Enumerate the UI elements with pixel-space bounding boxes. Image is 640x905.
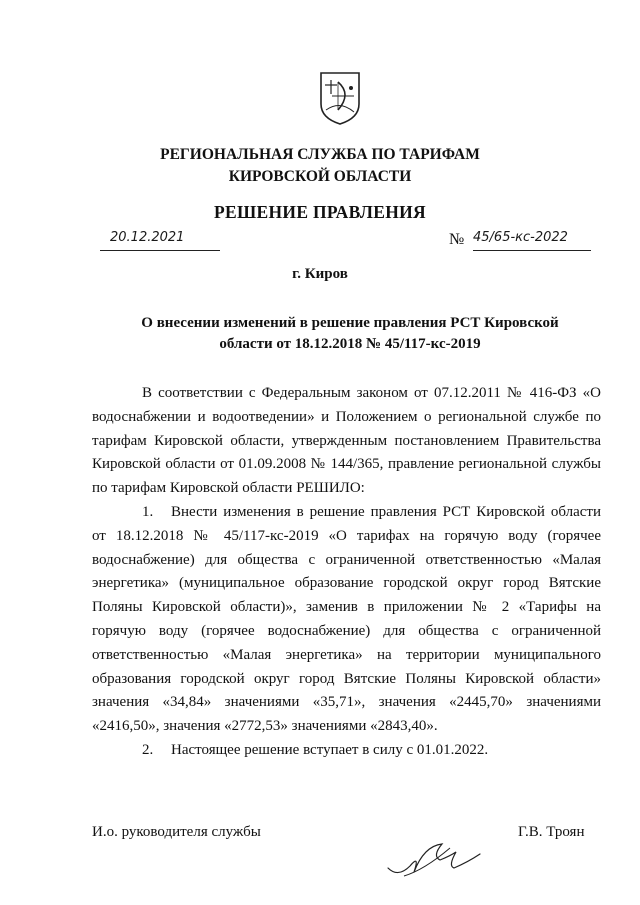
decision-item xyxy=(92,501,601,739)
subject-line1: О внесении изменений в решение правления РСТ Кировской xyxy=(141,315,559,331)
handwritten-signature xyxy=(384,826,484,886)
document-date: 20.12.2021 xyxy=(100,230,220,251)
org-title-line1: РЕГИОНАЛЬНАЯ СЛУЖБА ПО ТАРИФАМ xyxy=(160,146,480,163)
document-number: 45/65-кс-2022 xyxy=(473,230,591,251)
decision-item xyxy=(92,739,601,763)
org-title-line2: КИРОВСКОЙ ОБЛАСТИ xyxy=(228,168,412,185)
signatory-role: И.о. руководителя службы xyxy=(92,824,261,840)
decision-body xyxy=(92,382,601,763)
item-number: 1. xyxy=(142,503,154,520)
document-number-label: № xyxy=(449,231,465,248)
signatory-name: Г.В. Троян xyxy=(518,824,585,840)
decision-title: РЕШЕНИЕ ПРАВЛЕНИЯ xyxy=(214,202,426,222)
organization-title xyxy=(0,144,640,188)
item-text: Настоящее решение вступает в силу с 01.01.2022. xyxy=(171,741,489,758)
decision-subject xyxy=(100,313,600,355)
city: г. Киров xyxy=(292,266,348,282)
preamble-paragraph: В соответствии с Федеральным законом от 07.12.2011 № 416-ФЗ «О водоснабжении и водоотведении» и Положением о региональной службе по тарифам Кировской области, утвержденным постановлением Правительства Кировской области от 01.09.2008 № 144/365, правление региональной службы по тарифам Кировской области РЕШИЛО: xyxy=(92,385,601,497)
item-text: Внести изменения в решение правления РСТ Кировской области от 18.12.2018 № 45/117-кс-2019 «О тарифах на горячую воду (горячее водоснабжение) для общества с ограниченной ответственностью «Малая энергетика» (муниципальное образование городской округ город Вятские Поляны Кировской области)», заменив в приложении № 2 «Тарифы на горячую воду (горячее водоснабжение) для общества с ограниченной ответственностью «Малая энергетика» на территории муниципального образования городской округ город Вятские Поляны Кировской области» значения «34,84» значениями «35,71», значения «2445,70» значениями «2416,50», значения «2772,53» значениями «2843,40». xyxy=(92,503,601,735)
item-number: 2. xyxy=(142,741,154,758)
subject-line2: области от 18.12.2018 № 45/117-кс-2019 xyxy=(219,336,481,352)
coat-of-arms-icon xyxy=(318,70,362,126)
